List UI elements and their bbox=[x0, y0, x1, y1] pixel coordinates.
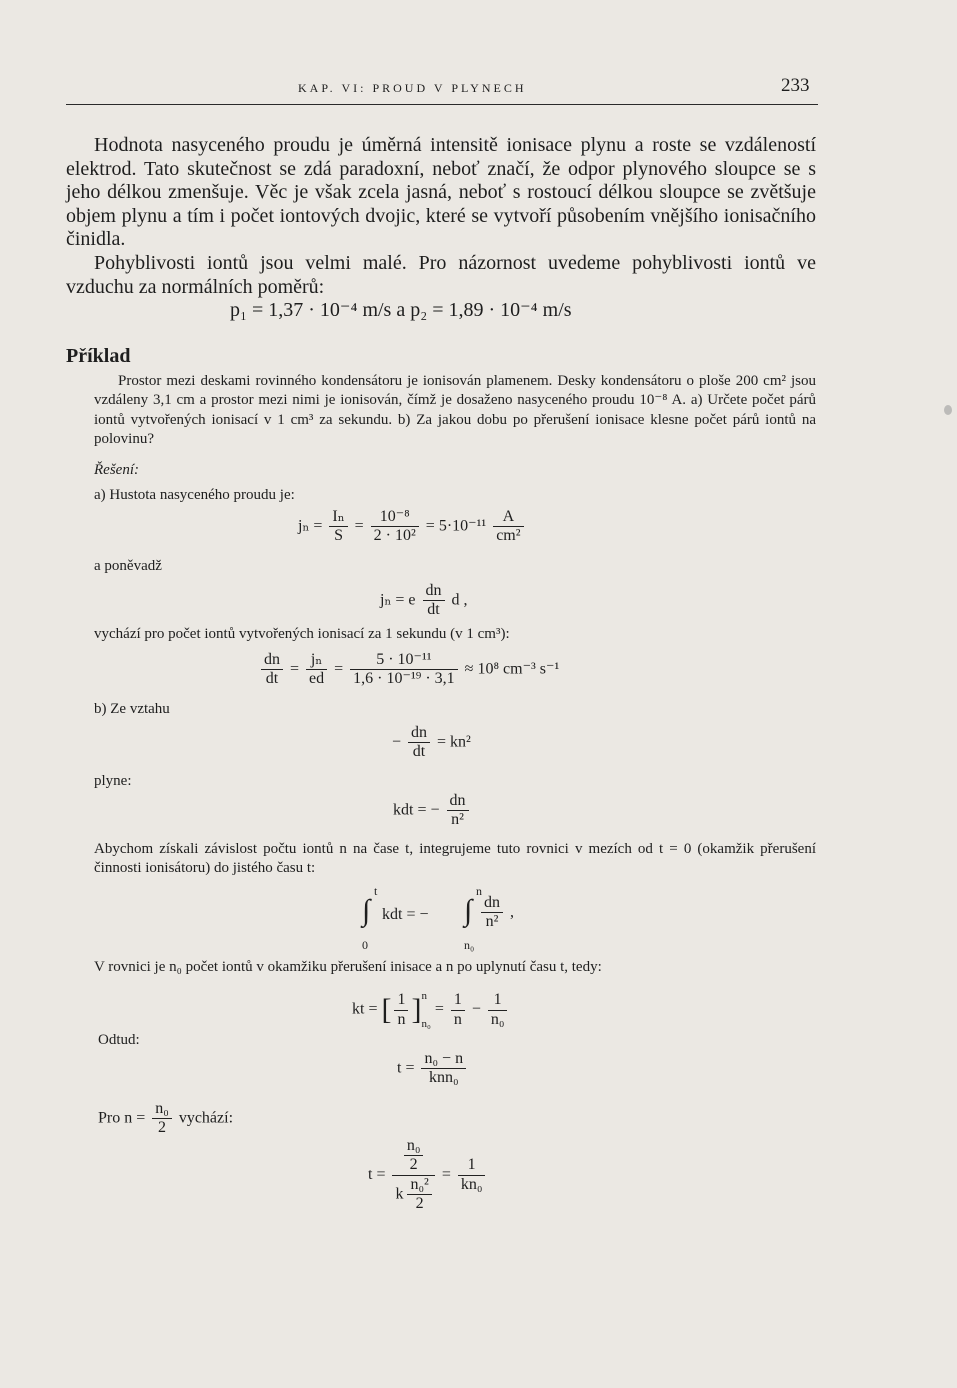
pro-prefix: Pro n = bbox=[98, 1109, 146, 1127]
equation-t bbox=[397, 1050, 469, 1088]
frac-num: n₀ bbox=[155, 1100, 169, 1117]
plyne-label: plyne: bbox=[94, 773, 132, 789]
bracket-frac bbox=[394, 991, 408, 1029]
pro-suffix: vychází: bbox=[178, 1109, 234, 1127]
final-denominator bbox=[392, 1175, 434, 1214]
eq-jn-unit bbox=[493, 508, 523, 546]
eq-jn-frac2 bbox=[371, 508, 419, 546]
frac-den: dt bbox=[261, 669, 283, 688]
frac-den: S bbox=[329, 526, 347, 545]
example-paragraph: Prostor mezi deskami rovinného kondensátoru je ionisován plamenem. Desky kondensátoru o ploše 200 cm² jsou vzdáleny 3,1 cm a prostor mezi nimi je ionisován, čímž je dosaženo nasyceného proudu 10⁻⁸ A. a) Určete počet párů iontů vytvořených ionisací v 1 cm³ za sekundu. b) Za jakou dobu po přerušení ionisace klesne počet párů iontů na polovinu? bbox=[94, 373, 816, 448]
frac-den: n₀ bbox=[488, 1010, 508, 1029]
frac-den: 2 bbox=[404, 1155, 424, 1174]
intro-paragraph-1: Hodnota nasyceného proudu je úměrná intensitě ionisace plynu a roste se vzdáleností elektrod. Tato skutečnost se zdá paradoxní, neboť značí, že odpor plynového sloupce se s jeho délkou zmenšuje. Věc je však zcela jasná, neboť s rostoucí délkou sloupce se zvětšuje objem plynu a tím i počet iontových dvojic, které se vytvoří působením vnějšího ionisačního činidla. bbox=[66, 134, 816, 251]
frac-num: n₀ bbox=[406, 1137, 421, 1154]
frac-num: jₙ bbox=[310, 651, 323, 668]
int-lower-2: n₀ bbox=[464, 938, 475, 952]
frac-den: n² bbox=[481, 912, 503, 931]
eq-jn-frac1 bbox=[329, 508, 347, 546]
eq-lhs: kt = bbox=[352, 1000, 378, 1018]
integrate-text bbox=[94, 840, 816, 879]
eq-frac bbox=[408, 724, 430, 762]
int-tail: , bbox=[510, 903, 514, 921]
frac-den: 1,6 · 10⁻¹⁹ · 3,1 bbox=[350, 669, 457, 688]
frac-den: n² bbox=[447, 810, 469, 829]
eq-result: ≈ 10⁸ cm⁻³ s⁻¹ bbox=[464, 660, 560, 678]
frac-num: A bbox=[502, 508, 515, 525]
equation-integral bbox=[360, 884, 540, 954]
frac-den: n bbox=[451, 1010, 465, 1029]
example-text bbox=[94, 372, 816, 450]
int-upper-1: t bbox=[374, 884, 378, 898]
int-upper-2: n bbox=[476, 884, 482, 898]
eq-frac-1 bbox=[261, 651, 283, 689]
eq-frac bbox=[447, 792, 469, 830]
integrate-paragraph: Abychom získali závislost počtu iontů n na čase t, integrujeme tuto rovnici v mezích od t = 0 (okamžik přerušení činnosti ionisátoru) do jistého času t: bbox=[94, 841, 816, 877]
eq-frac bbox=[421, 1050, 466, 1088]
final-rhs-frac bbox=[458, 1156, 486, 1194]
part-b-label: b) Ze vztahu bbox=[94, 701, 170, 717]
mobility-equation: p₁ = 1,37 · 10⁻⁴ m/s a p₂ = 1,89 · 10⁻⁴ m/s bbox=[230, 299, 572, 321]
frac-den: n bbox=[394, 1010, 408, 1029]
frac-den: 2 bbox=[407, 1194, 431, 1213]
solution-label: Řešení: bbox=[94, 462, 139, 478]
rovnici-text bbox=[94, 958, 816, 977]
eq-frac bbox=[423, 582, 445, 620]
vychazi-label: vychází pro počet iontů vytvořených ionisací za 1 sekundu (v 1 cm³): bbox=[94, 626, 510, 642]
frac-num: 5 · 10⁻¹¹ bbox=[376, 651, 432, 668]
eq-jn-lhs: jₙ = bbox=[298, 517, 323, 535]
frac-den: 2 bbox=[152, 1118, 172, 1137]
eq-lhs: t = bbox=[397, 1059, 415, 1077]
odtud-label: Odtud: bbox=[98, 1032, 140, 1048]
frac-num: dn bbox=[449, 792, 466, 809]
frac-num: 1 bbox=[467, 1156, 476, 1174]
equation-jn-ed bbox=[380, 582, 468, 620]
integral-sign-2: ∫ bbox=[464, 894, 473, 927]
int-frac bbox=[478, 894, 514, 932]
equation-decay bbox=[392, 724, 471, 762]
den-k: k bbox=[395, 1185, 404, 1203]
int-lower-1: 0 bbox=[362, 938, 368, 952]
part-a-label: a) Hustota nasyceného proudu je: bbox=[94, 487, 295, 503]
frac-num: 1 bbox=[453, 991, 462, 1009]
equation-current-density: jₙ = $\frac{\text{Iₙ}}{S}$ = $\frac{\text{10⁻⁸}}{\text{2 · 10²}}$ = 5·10⁻¹¹ $\frac{A}{\text{cm²}}$ bbox=[298, 508, 527, 546]
frac-num: 10⁻⁸ bbox=[379, 508, 410, 525]
frac-num: dn bbox=[411, 724, 428, 741]
frac-num: n₀ − n bbox=[424, 1050, 464, 1067]
frac-den: knn₀ bbox=[421, 1068, 466, 1087]
final-numerator bbox=[392, 1137, 434, 1175]
pro-line bbox=[98, 1100, 233, 1138]
frac-den: kn₀ bbox=[458, 1175, 486, 1194]
eq-tail: d , bbox=[451, 591, 468, 609]
intro-paragraph-2: Pohyblivosti iontů jsou velmi malé. Pro názornost uvedeme pohyblivosti iontů ve vzduchu za normálních poměrů: bbox=[66, 251, 816, 298]
eq-frac-3 bbox=[350, 651, 457, 689]
eq-lhs: kdt = − bbox=[393, 801, 440, 819]
frac-num: dn bbox=[484, 894, 500, 911]
eq-frac-1 bbox=[451, 991, 465, 1029]
frac-num: dn bbox=[264, 651, 280, 668]
ponevadz-label: a poněvadž bbox=[94, 558, 162, 574]
eq-rhs: = kn² bbox=[437, 733, 471, 751]
intro-text bbox=[66, 134, 816, 299]
frac-num: dn bbox=[425, 582, 442, 599]
rovnici-paragraph: V rovnici je n₀ počet iontů v okamžiku přerušení inisace a n po uplynutí času t, tedy: bbox=[94, 959, 602, 975]
final-big-frac bbox=[392, 1137, 434, 1214]
frac-den: 2 · 10² bbox=[371, 526, 419, 545]
running-header: KAP. VI: PROUD V PLYNECH bbox=[298, 81, 527, 95]
equation-kt: kt = [ $\frac{1}{n}$ ] n n₀ = $\frac{1}{n}$ − $\frac{1}{\text{n₀}}$ bbox=[352, 982, 510, 1038]
pro-frac bbox=[152, 1100, 172, 1138]
int-body-1: kdt = − bbox=[382, 906, 429, 923]
frac-den: ed bbox=[306, 669, 327, 688]
eq-lhs: jₙ = e bbox=[380, 591, 416, 609]
equation-final: t = $\frac{\text{n₀}}{2}$ k $\frac{\text{n₀²}}{2}$ = $\frac{1}{\text{kn₀}}$ bbox=[368, 1137, 488, 1214]
bracket-lower: n₀ bbox=[421, 1018, 431, 1030]
frac-num: 1 bbox=[397, 991, 406, 1009]
edge-mark bbox=[944, 405, 952, 415]
eq-lhs: t = bbox=[368, 1165, 386, 1183]
integral-sign-1: ∫ bbox=[362, 894, 371, 927]
bracket-upper: n bbox=[421, 990, 427, 1002]
frac-den: dt bbox=[423, 600, 445, 619]
equation-kdt bbox=[393, 792, 472, 830]
frac-num: n₀² bbox=[410, 1175, 429, 1193]
eq-minus: − bbox=[392, 733, 402, 751]
eq-frac-2 bbox=[488, 991, 508, 1029]
equation-rate: $\frac{dn}{dt}$ = $\frac{\text{jₙ}}{ed}$ = $\frac{\text{5 · 10⁻¹¹}}{\text{1,6 · 10⁻¹⁹ · 3,1}}$ ≈ 10⁸ cm⁻³ s⁻¹ bbox=[258, 651, 559, 689]
example-heading: Příklad bbox=[66, 345, 131, 367]
frac-num: 1 bbox=[493, 991, 502, 1009]
header-rule bbox=[66, 104, 818, 105]
page-number: 233 bbox=[781, 75, 810, 96]
frac-den: cm² bbox=[493, 526, 523, 545]
eq-jn-result: = 5·10⁻¹¹ bbox=[425, 517, 487, 535]
frac-num: Iₙ bbox=[332, 508, 345, 525]
frac-den: dt bbox=[408, 742, 430, 761]
eq-frac-2 bbox=[306, 651, 327, 689]
